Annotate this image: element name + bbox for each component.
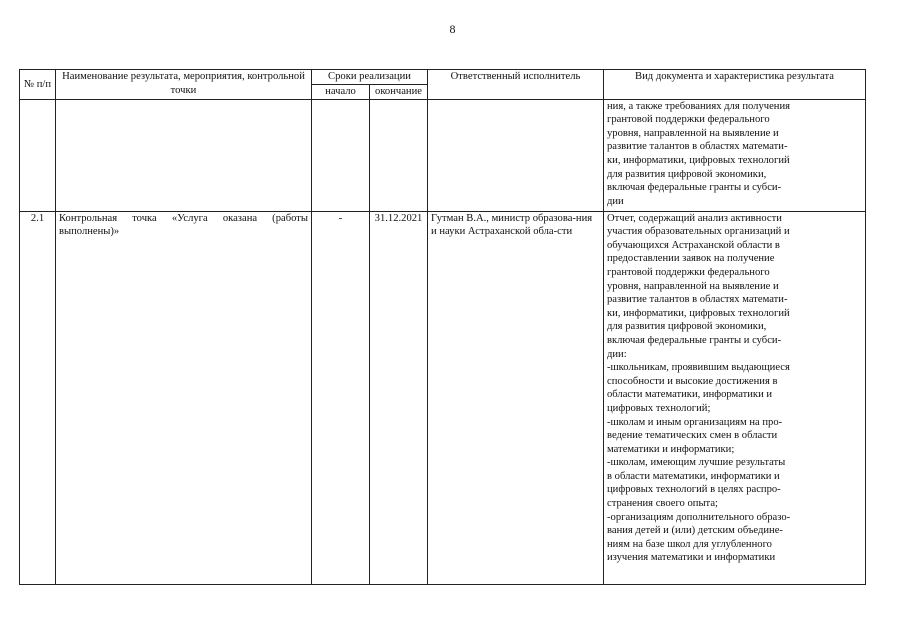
- doc-line: ки, информатики, цифровых технологий: [607, 307, 790, 319]
- plan-table: [19, 69, 866, 585]
- cell-end: 31.12.2021: [370, 211, 428, 584]
- doc-line: математики и информатики;: [607, 443, 735, 455]
- doc-line: для развития цифровой экономики,: [607, 321, 767, 333]
- doc-line: странения своего опыта;: [607, 498, 718, 510]
- doc-line: предоставлении заявок на получение: [607, 253, 775, 265]
- header-num: № п/п: [20, 70, 56, 100]
- doc-line: -школам и иным организациям на про-: [607, 416, 783, 428]
- doc-line: ниям на базе школ для углубленного: [607, 538, 772, 550]
- doc-line: изучения математики и информатики: [607, 552, 776, 564]
- doc-line: дии:: [607, 348, 627, 360]
- header-start: начало: [312, 85, 370, 100]
- doc-line: ведение тематических смен в области: [607, 430, 778, 442]
- doc-line: способности и высокие достижения в: [607, 375, 778, 387]
- doc-line: участия образовательных организаций и: [607, 226, 790, 238]
- header-doc-type: Вид документа и характеристика результата: [604, 70, 866, 100]
- doc-line: грантовой поддержки федерального: [607, 114, 770, 126]
- doc-line: включая федеральные гранты и субси-: [607, 182, 782, 194]
- doc-line: -школам, имеющим лучшие результаты: [607, 457, 786, 469]
- doc-line: для развития цифровой экономики,: [607, 168, 767, 180]
- table-header-row: [20, 70, 866, 85]
- page-number: 8: [449, 22, 456, 36]
- table-row: [20, 99, 866, 211]
- cell-start: [312, 99, 370, 211]
- doc-line: цифровых технологий в целях распро-: [607, 484, 781, 496]
- doc-line: развитие талантов в областях математи-: [607, 294, 788, 306]
- cell-responsible: Гутман В.А., министр образова-ния и науки Астраханской обла-сти: [428, 211, 604, 584]
- doc-line: дии: [607, 195, 624, 207]
- cell-name: Контрольная точка «Услуга оказана (работы выполнены)»: [56, 211, 312, 584]
- doc-line: грантовой поддержки федерального: [607, 266, 770, 278]
- doc-line: ния, а также требованиях для получения: [607, 100, 791, 112]
- cell-doc-type: [604, 99, 866, 211]
- doc-line: уровня, направленной на выявление и: [607, 280, 779, 292]
- doc-line: обучающихся Астраханской области в: [607, 239, 780, 251]
- table-row: [20, 211, 866, 584]
- header-terms: Сроки реализации: [312, 70, 428, 85]
- doc-line: включая федеральные гранты и субси-: [607, 334, 782, 346]
- header-name: Наименование результата, мероприятия, контрольной точки: [56, 70, 312, 100]
- doc-line: области математики, информатики и: [607, 389, 773, 401]
- doc-line: ки, информатики, цифровых технологий: [607, 154, 790, 166]
- doc-line: уровня, направленной на выявление и: [607, 127, 779, 139]
- cell-end: [370, 99, 428, 211]
- header-responsible: Ответственный исполнитель: [428, 70, 604, 100]
- doc-line: Отчет, содержащий анализ активности: [607, 212, 782, 224]
- cell-name: [56, 99, 312, 211]
- header-end: окончание: [370, 85, 428, 100]
- cell-num: [20, 99, 56, 211]
- doc-line: -школьникам, проявившим выдающиеся: [607, 362, 790, 374]
- doc-line: -организациям дополнительного образо-: [607, 511, 791, 523]
- cell-num: 2.1: [20, 211, 56, 584]
- cell-doc-type: [604, 211, 866, 584]
- doc-line: вания детей и (или) детским объедине-: [607, 525, 783, 537]
- doc-line: в области математики, информатики и: [607, 470, 780, 482]
- cell-responsible: [428, 99, 604, 211]
- cell-start: -: [312, 211, 370, 584]
- doc-line: развитие талантов в областях математи-: [607, 141, 788, 153]
- doc-line: цифровых технологий;: [607, 402, 711, 414]
